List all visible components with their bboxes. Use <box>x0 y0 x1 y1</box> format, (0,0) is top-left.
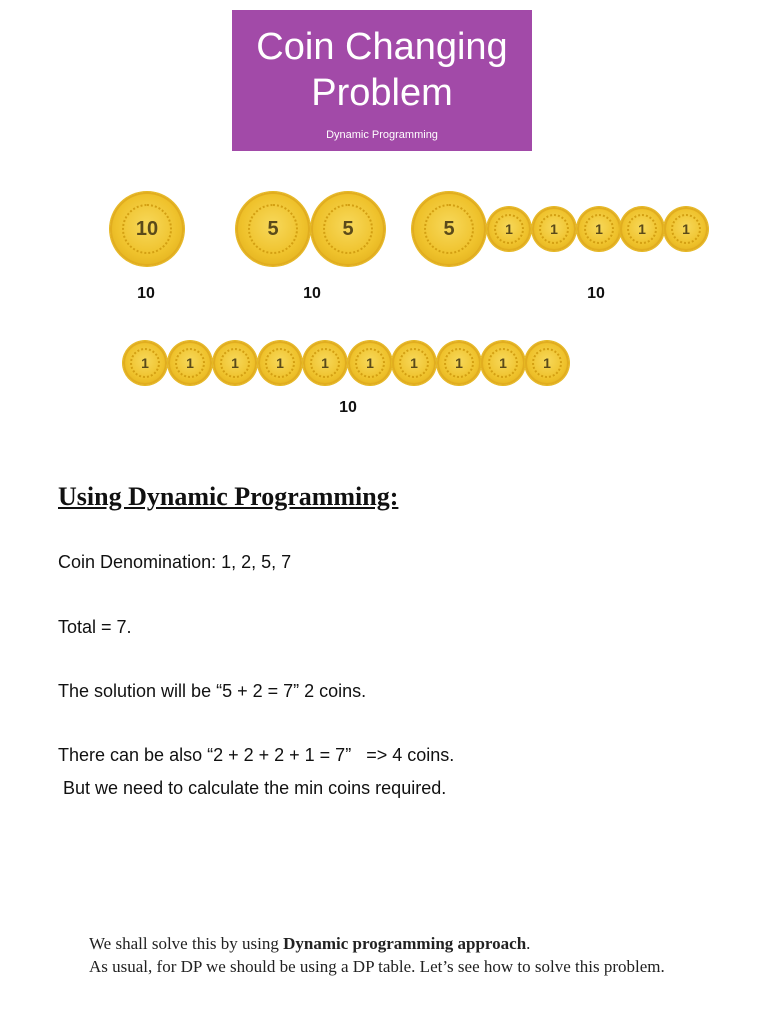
coin-icon-1: 1 <box>532 207 576 251</box>
footer-bold-text: Dynamic programming approach <box>283 934 527 953</box>
coin-icon-1: 1 <box>481 341 525 385</box>
coin-icon-1: 1 <box>348 341 392 385</box>
group-total-label: 10 <box>303 285 321 302</box>
group-total-label: 10 <box>587 285 605 302</box>
alternative-text: There can be also “2 + 2 + 2 + 1 = 7” => 4 coins. <box>58 745 455 765</box>
banner-title-line2: Problem <box>311 72 453 114</box>
coin-icon-1: 1 <box>303 341 347 385</box>
footer-text: We shall solve this by using <box>89 934 284 953</box>
coin-icon-5: 5 <box>236 192 310 266</box>
coin-icon-5: 5 <box>311 192 385 266</box>
coin-icon-1: 1 <box>392 341 436 385</box>
coin-icon-1: 1 <box>258 341 302 385</box>
footer-paragraph <box>89 932 689 978</box>
coin-icon-1: 1 <box>123 341 167 385</box>
total-text: Total = 7. <box>58 617 132 637</box>
coin-icon-10: 10 <box>110 192 184 266</box>
banner-subtitle: Dynamic Programming <box>326 129 438 141</box>
coin-icon-1: 1 <box>664 207 708 251</box>
coin-icon-5: 5 <box>412 192 486 266</box>
group-total-label: 10 <box>137 285 155 302</box>
coin-icon-1: 1 <box>620 207 664 251</box>
footer-text: . <box>526 934 531 953</box>
coin-icon-1: 1 <box>213 341 257 385</box>
denomination-text: Coin Denomination: 1, 2, 5, 7 <box>58 552 292 572</box>
coin-icon-1: 1 <box>168 341 212 385</box>
footer-text: As usual, for DP we should be using a DP table. Let’s see how to solve this problem. <box>89 957 665 976</box>
coin-icon-1: 1 <box>577 207 621 251</box>
title-banner <box>232 10 532 151</box>
banner-title-line1: Coin Changing <box>256 26 508 68</box>
coin-icon-1: 1 <box>487 207 531 251</box>
group-total-label: 10 <box>339 399 357 416</box>
coin-icon-1: 1 <box>525 341 569 385</box>
solution-text: The solution will be “5 + 2 = 7” 2 coins. <box>58 681 367 701</box>
coin-icon-1: 1 <box>437 341 481 385</box>
section-heading: Using Dynamic Programming: <box>58 482 399 511</box>
min-note-text: But we need to calculate the min coins required. <box>58 778 447 798</box>
